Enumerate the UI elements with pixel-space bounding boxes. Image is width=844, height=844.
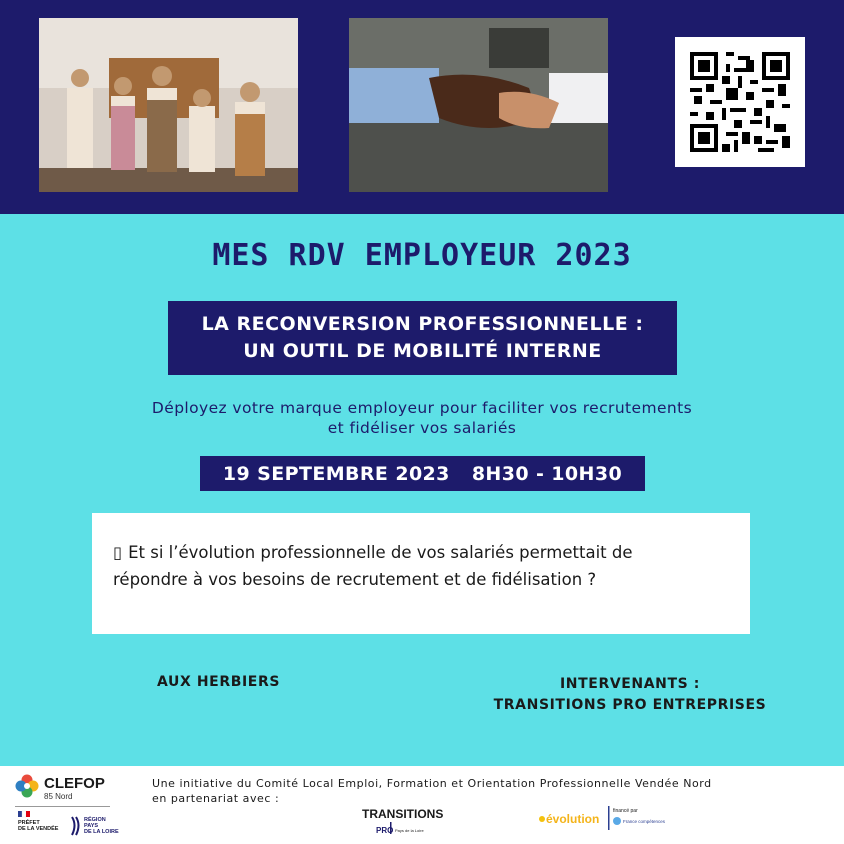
header-band <box>0 0 844 214</box>
evo-brand: évolution <box>546 812 600 826</box>
footer-divider <box>15 806 110 807</box>
qr-code[interactable] <box>675 37 805 167</box>
qr-code-icon <box>690 52 790 152</box>
page-title: MES RDV EMPLOYEUR 2023 <box>212 238 632 273</box>
bullet-icon: ▯ <box>113 543 123 562</box>
clefop-name: CLEFOP <box>44 775 105 792</box>
subtitle-banner <box>168 301 677 375</box>
prefet-line-1: PRÉFET <box>18 820 40 826</box>
clefop-sub: 85 Nord <box>44 792 73 801</box>
venue-label: AUX HERBIERS <box>157 674 281 690</box>
question-line-1 <box>113 539 730 566</box>
region-line-1: RÉGION <box>84 817 106 823</box>
clefop-logo <box>15 774 105 802</box>
prefet-logo <box>18 811 63 841</box>
handshake-photo <box>349 18 608 192</box>
tp-brand: TRANSITIONS <box>362 807 444 821</box>
initiative-line-2: en partenariat avec : <box>152 792 280 805</box>
france-competences-logo <box>608 804 668 832</box>
region-logo <box>70 813 119 839</box>
tp-pro: PRO <box>376 826 394 835</box>
subtitle-line-2: UN OUTIL DE MOBILITÉ INTERNE <box>243 340 602 362</box>
footer <box>0 766 844 844</box>
tp-region: Pays de la Loire <box>395 828 424 833</box>
clefop-flower-icon <box>15 774 39 798</box>
speakers-block <box>470 674 790 716</box>
region-line-3: DE LA LOIRE <box>84 829 119 835</box>
speakers-label: INTERVENANTS : <box>560 676 700 692</box>
question-line-2: répondre à vos besoins de recrutement et de fidélisation ? <box>113 570 597 589</box>
funded-brand: France compétences <box>623 819 666 824</box>
team-celebrating-photo <box>39 18 298 192</box>
region-line-2: PAYS <box>84 823 99 829</box>
question-text-1: Et si l’évolution professionnelle de vos salariés permettait de <box>128 543 633 562</box>
initiative-line-1: Une initiative du Comité Local Emploi, Formation et Orientation Professionnelle Vendée Nord <box>152 777 712 790</box>
funded-label: financé par <box>613 808 638 814</box>
tagline-line-1: Déployez votre marque employeur pour faciliter vos recrutements <box>151 399 693 417</box>
prefet-line-2: DE LA VENDÉE <box>18 826 59 832</box>
speakers-name: TRANSITIONS PRO ENTREPRISES <box>493 697 767 713</box>
date-banner <box>200 456 645 491</box>
transitions-pro-logo <box>360 800 444 840</box>
event-date: 19 SEPTEMBRE 2023 <box>222 462 450 485</box>
initiative-text <box>152 776 792 806</box>
tagline <box>0 398 844 438</box>
subtitle-line-1: LA RECONVERSION PROFESSIONNELLE : <box>201 313 644 335</box>
event-time: 8H30 - 10H30 <box>471 462 623 485</box>
question-card <box>92 513 750 634</box>
evolution-logo <box>538 806 604 830</box>
tagline-line-2: et fidéliser vos salariés <box>327 419 517 437</box>
